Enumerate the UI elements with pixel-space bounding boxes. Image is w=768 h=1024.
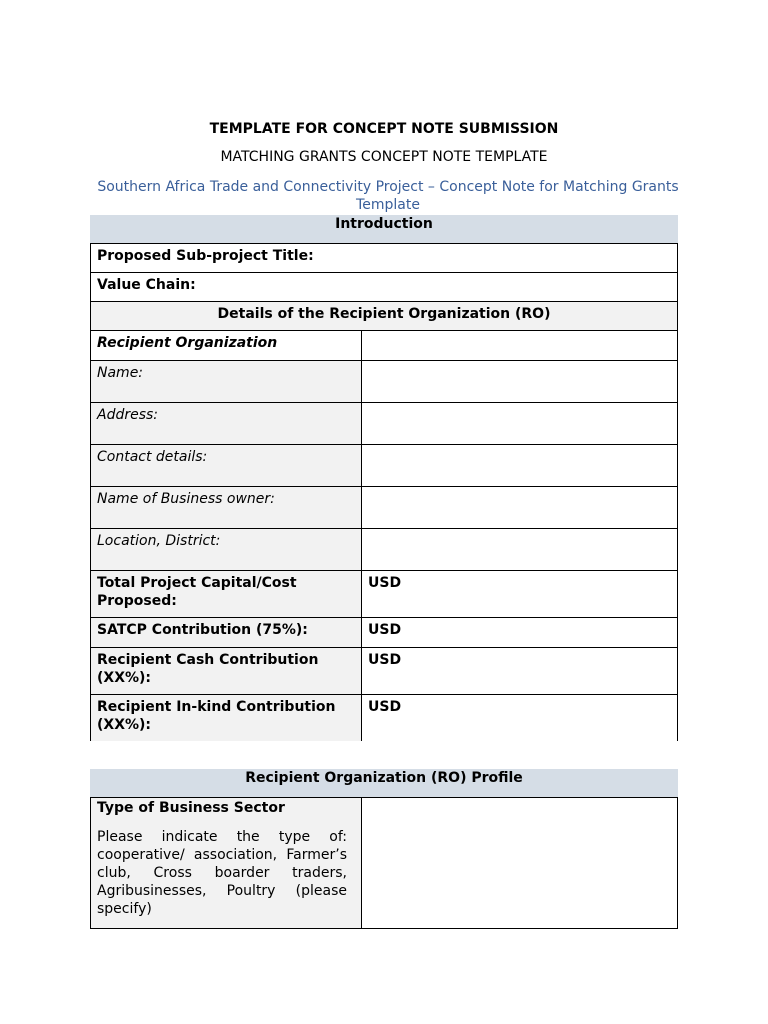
field-row-address <box>91 403 677 445</box>
proposed-title-label: Proposed Sub-project Title: <box>97 248 314 264</box>
financial-label-inkind-contribution: Recipient In-kind Contribution (XX%): <box>91 695 362 741</box>
field-label-name: Name: <box>91 361 362 402</box>
field-value-address[interactable] <box>362 403 677 444</box>
field-row-contact-details <box>91 445 677 487</box>
business-sector-instructions: Please indicate the type of: cooperative/ association, Farmer’s club, Cross boarder traders, Agribusinesses, Poultry (please specify) <box>97 829 347 917</box>
value-chain-row <box>91 273 677 302</box>
field-value-name[interactable] <box>362 361 677 402</box>
business-sector-label: Type of Business Sector <box>97 800 285 816</box>
proposed-title-row <box>91 244 677 273</box>
document-title: TEMPLATE FOR CONCEPT NOTE SUBMISSION <box>209 121 559 137</box>
financial-row-cash-contribution <box>91 648 677 695</box>
ro-profile-table <box>90 797 678 929</box>
financial-label-total-cost: Total Project Capital/Cost Proposed: <box>91 571 362 617</box>
financial-label-cash-contribution: Recipient Cash Contribution (XX%): <box>91 648 362 694</box>
business-sector-value[interactable] <box>362 798 677 928</box>
section-heading-ro-profile: Recipient Organization (RO) Profile <box>90 769 678 797</box>
field-row-name <box>91 361 677 403</box>
financial-row-total-cost <box>91 571 677 618</box>
field-row-location-district <box>91 529 677 571</box>
field-label-contact-details: Contact details: <box>91 445 362 486</box>
project-title: Southern Africa Trade and Connectivity Project – Concept Note for Matching Grants Template <box>97 179 679 213</box>
field-value-business-owner[interactable] <box>362 487 677 528</box>
financial-value-total-cost[interactable]: USD <box>362 571 677 617</box>
field-label-address: Address: <box>91 403 362 444</box>
business-sector-row <box>91 798 677 928</box>
business-sector-cell <box>91 798 362 928</box>
financial-value-inkind-contribution[interactable]: USD <box>362 695 677 741</box>
value-chain-label: Value Chain: <box>97 277 196 293</box>
field-row-business-owner <box>91 487 677 529</box>
field-label-business-owner: Name of Business owner: <box>91 487 362 528</box>
introduction-table <box>90 243 678 741</box>
document-subtitle: MATCHING GRANTS CONCEPT NOTE TEMPLATE <box>220 149 548 165</box>
financial-row-inkind-contribution <box>91 695 677 741</box>
field-value-location-district[interactable] <box>362 529 677 570</box>
field-label-location-district: Location, District: <box>91 529 362 570</box>
financial-value-cash-contribution[interactable]: USD <box>362 648 677 694</box>
financial-value-satcp-contribution[interactable]: USD <box>362 618 677 647</box>
financial-label-satcp-contribution: SATCP Contribution (75%): <box>91 618 362 647</box>
recipient-org-label: Recipient Organization <box>91 331 362 360</box>
financial-row-satcp-contribution <box>91 618 677 648</box>
ro-details-heading-row <box>91 302 677 331</box>
recipient-org-row <box>91 331 677 361</box>
ro-details-heading: Details of the Recipient Organization (RO) <box>217 306 551 322</box>
section-heading-introduction: Introduction <box>90 215 678 243</box>
field-value-contact-details[interactable] <box>362 445 677 486</box>
recipient-org-value[interactable] <box>362 331 677 360</box>
